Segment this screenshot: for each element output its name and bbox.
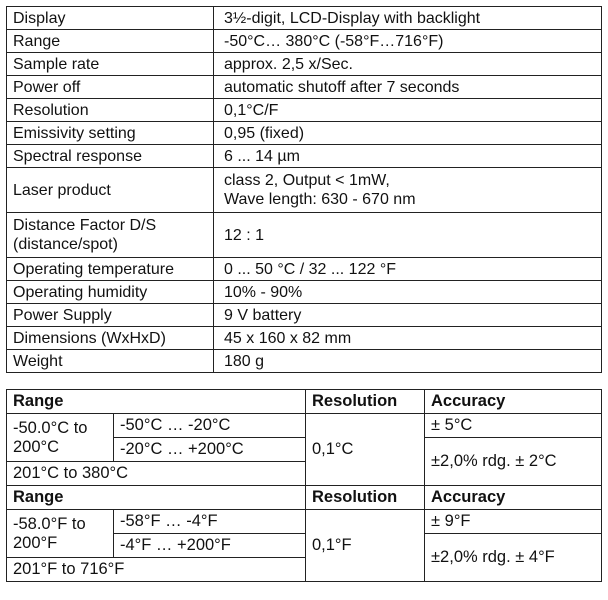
spec-value: 0,95 (fixed) [214,122,602,145]
accuracy-table [6,389,602,582]
header-accuracy-f: Accuracy [425,486,602,510]
spec-value: 0 ... 50 °C / 32 ... 122 °F [214,258,602,281]
header-resolution: Resolution [306,390,425,414]
celsius-accuracy-1: ± 5°C [425,414,602,438]
spec-row [7,213,602,258]
spec-row [7,327,602,350]
spec-value: 3½-digit, LCD-Display with backlight [214,7,602,30]
celsius-subrange-1: -50°C … -20°C [114,414,306,438]
spec-key: Distance Factor D/S (distance/spot) [7,213,214,258]
spec-key: Operating temperature [7,258,214,281]
spec-key: Dimensions (WxHxD) [7,327,214,350]
spec-row [7,122,602,145]
spec-key: Spectral response [7,145,214,168]
spec-row [7,145,602,168]
header-resolution-f: Resolution [306,486,425,510]
specifications-table [6,6,602,373]
spec-row [7,168,602,213]
fahrenheit-accuracy-2: ±2,0% rdg. ± 4°F [425,534,602,582]
spec-row [7,7,602,30]
fahrenheit-subrange-2: -4°F … +200°F [114,534,306,558]
accuracy-header-row-f [7,486,602,510]
spec-row [7,99,602,122]
spec-key: Weight [7,350,214,373]
fahrenheit-subrange-1: -58°F … -4°F [114,510,306,534]
spec-row [7,350,602,373]
accuracy-header-row-c [7,390,602,414]
header-range: Range [7,390,306,414]
fahrenheit-accuracy-1: ± 9°F [425,510,602,534]
spec-key: Range [7,30,214,53]
celsius-resolution: 0,1°C [306,414,425,486]
spec-value: 45 x 160 x 82 mm [214,327,602,350]
spec-value: automatic shutoff after 7 seconds [214,76,602,99]
fahrenheit-range-high: 201°F to 716°F [7,558,306,582]
spec-value: class 2, Output < 1mW, Wave length: 630 - 670 nm [214,168,602,213]
spec-row [7,76,602,99]
spec-key: Laser product [7,168,214,213]
fahrenheit-resolution: 0,1°F [306,510,425,582]
celsius-row-1 [7,414,602,438]
spec-key: Resolution [7,99,214,122]
spec-key: Emissivity setting [7,122,214,145]
celsius-accuracy-2: ±2,0% rdg. ± 2°C [425,438,602,486]
celsius-range-low: -50.0°C to 200°C [7,414,114,462]
celsius-range-high: 201°C to 380°C [7,462,306,486]
spec-key: Sample rate [7,53,214,76]
celsius-subrange-2: -20°C … +200°C [114,438,306,462]
spec-value: 180 g [214,350,602,373]
spec-key: Power off [7,76,214,99]
spec-value: -50°C… 380°C (-58°F…716°F) [214,30,602,53]
spec-value: 12 : 1 [214,213,602,258]
spec-row [7,281,602,304]
spec-value: approx. 2,5 x/Sec. [214,53,602,76]
spec-row [7,30,602,53]
header-range-f: Range [7,486,306,510]
spec-key: Display [7,7,214,30]
spec-row [7,258,602,281]
header-accuracy: Accuracy [425,390,602,414]
spec-value: 6 ... 14 µm [214,145,602,168]
spec-body [7,7,602,373]
spec-key: Operating humidity [7,281,214,304]
spec-value: 0,1°C/F [214,99,602,122]
spec-value: 9 V battery [214,304,602,327]
spec-row [7,304,602,327]
spec-value: 10% - 90% [214,281,602,304]
fahrenheit-row-1 [7,510,602,534]
fahrenheit-range-low: -58.0°F to 200°F [7,510,114,558]
spec-key: Power Supply [7,304,214,327]
spec-row [7,53,602,76]
